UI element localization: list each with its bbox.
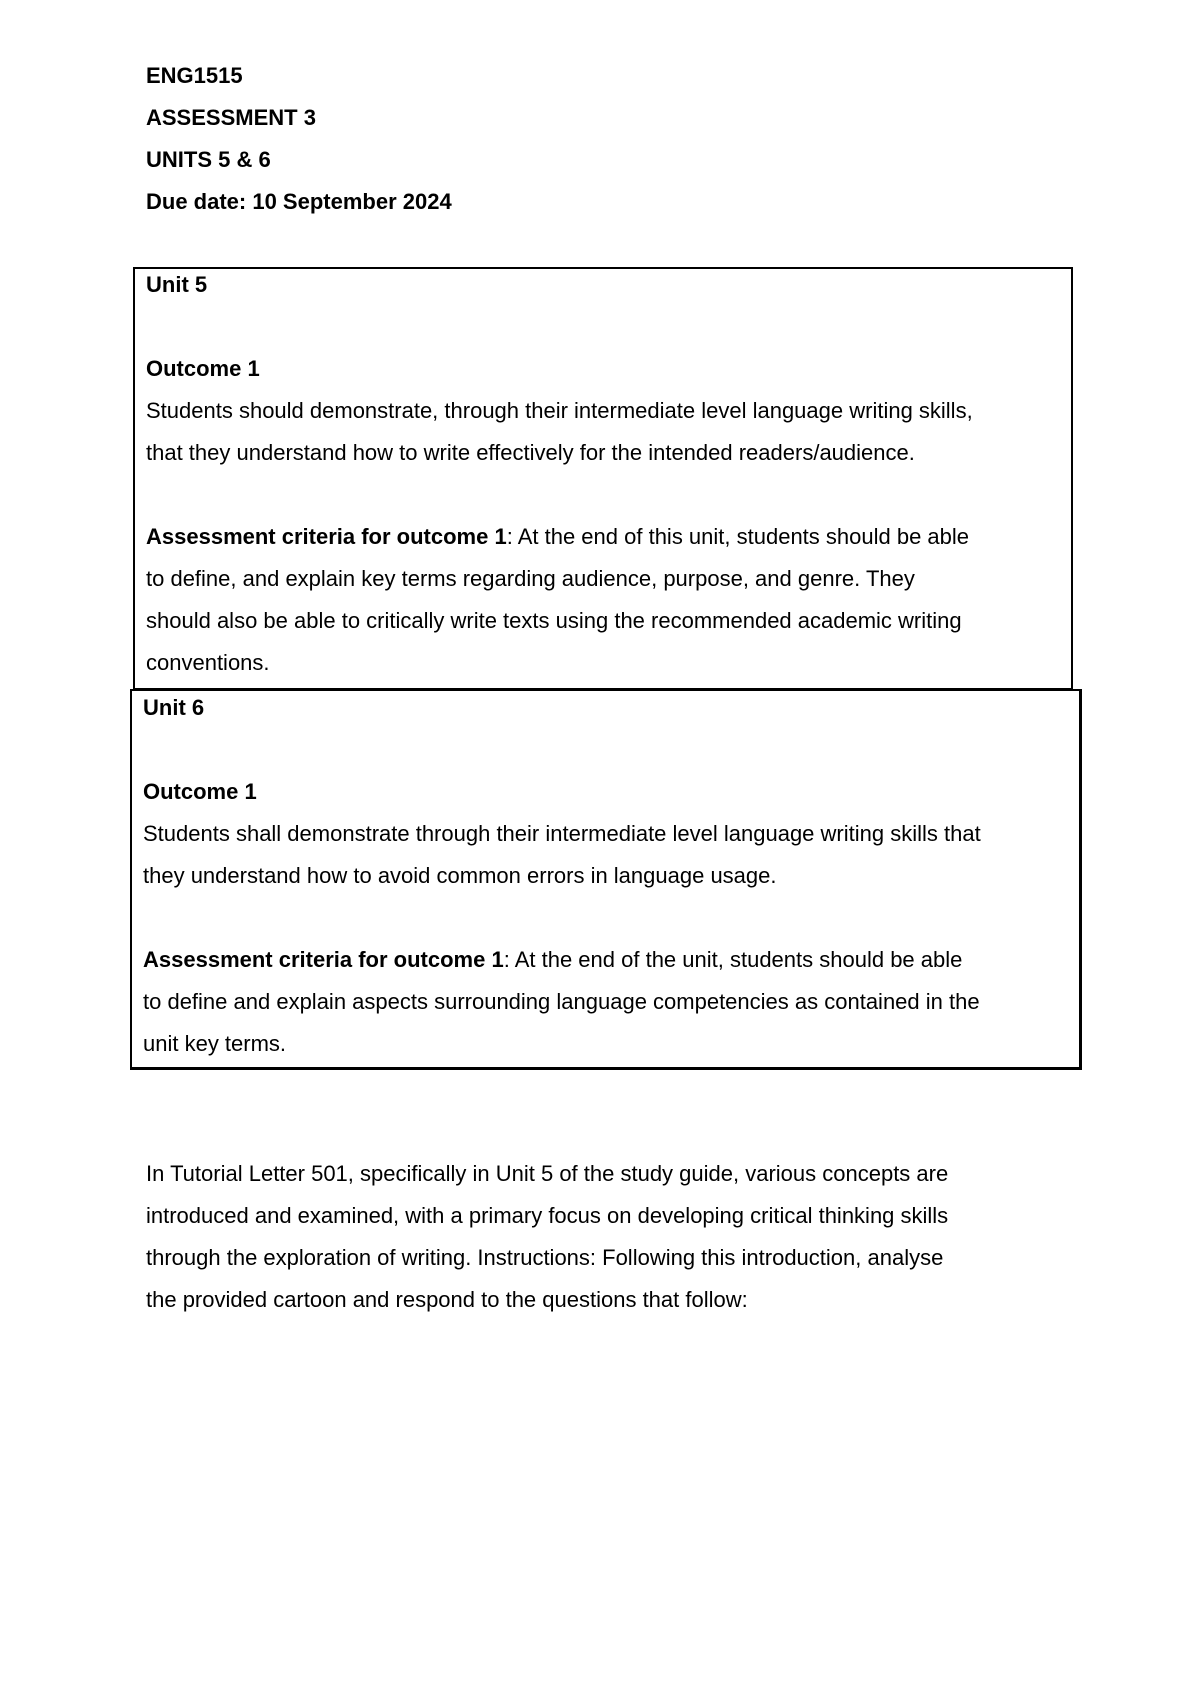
due-date: Due date: 10 September 2024 <box>146 189 452 214</box>
assessment-title: ASSESSMENT 3 <box>146 105 316 130</box>
unit5-criteria-line: conventions. <box>146 650 270 675</box>
intro-line: In Tutorial Letter 501, specifically in Unit 5 of the study guide, various concepts are <box>146 1161 949 1186</box>
spacer <box>143 897 1071 939</box>
unit6-criteria-label: Assessment criteria for outcome 1 <box>143 947 504 972</box>
unit5-criteria-text: : At the end of this unit, students should be able <box>506 524 970 549</box>
intro-line: introduced and examined, with a primary focus on developing critical thinking skills <box>146 1203 949 1228</box>
spacer <box>146 306 1061 348</box>
unit5-criteria-line <box>146 516 1061 558</box>
unit6-criteria-text: : At the end of the unit, students should be able <box>503 947 963 972</box>
unit5-criteria-line: to define, and explain key terms regarding audience, purpose, and genre. They <box>146 566 915 591</box>
unit5-outcome-line: that they understand how to write effectively for the intended readers/audience. <box>146 440 915 465</box>
unit5-outcome-title: Outcome 1 <box>146 356 260 381</box>
intro-paragraph <box>146 1153 1066 1321</box>
unit6-outcome-line: they understand how to avoid common errors in language usage. <box>143 863 777 888</box>
unit6-criteria-line: to define and explain aspects surrounding language competencies as contained in the <box>143 989 980 1014</box>
spacer <box>146 474 1061 516</box>
unit5-box <box>133 267 1073 690</box>
intro-line: the provided cartoon and respond to the questions that follow: <box>146 1287 748 1312</box>
unit6-box <box>130 689 1082 1070</box>
unit6-outcome-line: Students shall demonstrate through their intermediate level language writing skills that <box>143 821 981 846</box>
unit6-title: Unit 6 <box>143 695 205 720</box>
unit5-title: Unit 5 <box>146 272 208 297</box>
course-code: ENG1515 <box>146 63 243 88</box>
unit5-outcome-line: Students should demonstrate, through their intermediate level language writing skills, <box>146 398 973 423</box>
unit5-criteria-label: Assessment criteria for outcome 1 <box>146 524 507 549</box>
units-title: UNITS 5 & 6 <box>146 147 271 172</box>
unit6-outcome-title: Outcome 1 <box>143 779 257 804</box>
document-header <box>146 55 846 223</box>
unit5-criteria-line: should also be able to critically write texts using the recommended academic writing <box>146 608 962 633</box>
intro-line: through the exploration of writing. Instructions: Following this introduction, analyse <box>146 1245 944 1270</box>
spacer <box>143 729 1071 771</box>
unit6-criteria-line: unit key terms. <box>143 1031 287 1056</box>
unit6-criteria-line <box>143 939 1071 981</box>
